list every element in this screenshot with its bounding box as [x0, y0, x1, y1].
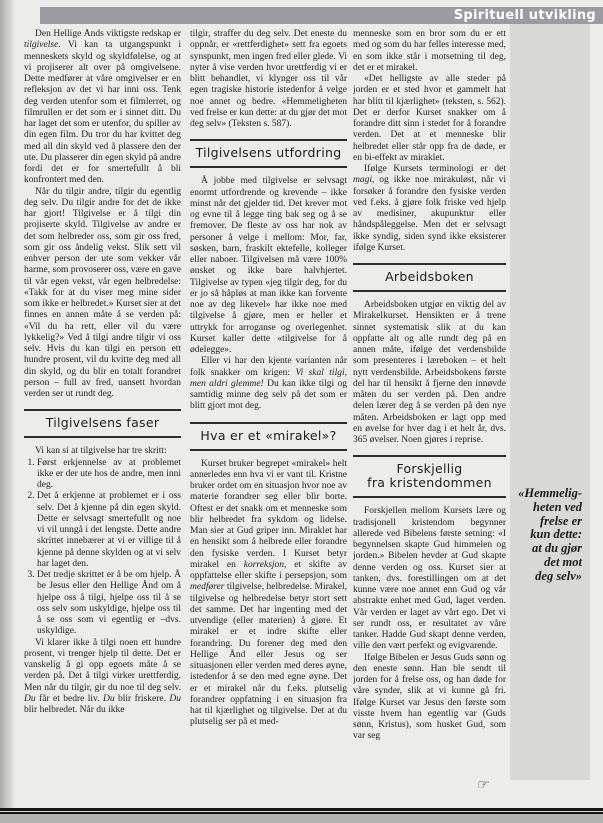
section-heading-line: Forskjellig [396, 461, 463, 477]
paragraph: Å jobbe med tilgivelse er selvsagt enormt utfordrende og krevende – ikke minst når det gjelder tid. Det krever mot og evne til å legge ting bak seg og å se fremover. De fleste av oss har nok av personer å velge i mellom: Mor, far, søsken, barn, fraskilt ektefelle, kolleger eller naboer. Tilgivelsen må være 100% ønsket og ikke bare halvhjertet. Tilgivelse av typen «jeg tilgir deg, for du er jo så håpløs at man ikke kan forvente noe av deg likevel» har ikke noe med tilgivelse å gjøre, men er heller et uttrykk for arroganse og overlegenhet. Kurset kaller dette «tilgivelse for å ødelegge». [190, 176, 347, 355]
page-title: Spirituell utvikling [453, 8, 596, 23]
pull-quote-line: deg selv» [535, 568, 582, 583]
pull-quote-line: at du gjør [531, 541, 582, 556]
pull-quote-line: det mot [544, 554, 582, 569]
paragraph: Ifølge Kursets terminologi er det magi, og ikke noe mirakuløst, når vi forsøker å forandre den fysiske verden ved f.eks. å gjøre folk friske ved hjelp av medisiner, akupunktur eller håndspåleggelse. Men det er selvsagt ikke syndig, siden synd ikke eksisterer ifølge Kurset. [353, 164, 506, 253]
pull-quote-line: heten ved [533, 499, 582, 514]
section-heading-hva-er-et-mirakel [190, 422, 347, 451]
right-margin-strip [510, 24, 590, 780]
paragraph: Vi kan si at tilgivelse har tre skritt: [35, 446, 167, 457]
paragraph: Vi klarer ikke å tilgi noen ett hundre prosent, vi trenger hjelp til dette. Det er vanskelig å gi opp egoets måte å se verden på. Det å tilgi virker urettferdig. Men når du tilgir, gir du noe til deg selv. Du får et bedre liv. Du blir friskere. Du blir helbredet. Når du ikke [24, 637, 181, 715]
section-heading-label: Hva er et «mirakel»? [200, 427, 337, 443]
page-edge-band [0, 814, 603, 823]
list-item: 2. Det å erkjenne at problemet er i oss selv. Det å kjenne på din egen skyld. Dette er selvsagt smertefullt og noe vi vil unngå i det lengste. Dette andre skrittet innebærer at vi er villige til å kjenne på denne skylden og at vi selv har laget den. [37, 491, 181, 570]
section-heading-forskjellig-fra-kristendommen [353, 455, 506, 498]
list-item: 1. Først erkjennelse av at problemet ikke er der ute hos de andre, men inni deg. [37, 458, 181, 492]
paragraph: Arbeidsboken utgjør en viktig del av Mirakelkurset. Hensikten er å trene sinnet systematisk slik at du kan oppfatte alt og alle rundt deg på en annen måte, ifølge det verdensbilde som presenteres i læreboken – et helt nytt verdensbilde. Arbeidsbokens første del har til hensikt å fjerne den innøvde måten du ser verden på. Den andre delen lærer deg å se verden på den nye måten. Arbeidsboken er lagt opp med en øvelse for hver dag i et helt år, dvs. 365 øvelser. Noen gjøres i reprise. [353, 300, 506, 445]
column-middle [190, 29, 347, 815]
list-item: 3. Det tredje skrittet er å be om hjelp. Å be Jesus eller den Hellige Ånd om å hjelpe oss å tilgi, hjelpe oss til å se oss selv som uskyldige, hjelpe oss til å se oss som vi egentlig er –dvs. uskyldige. [37, 570, 181, 638]
column-right [353, 29, 506, 815]
paragraph: Når du tilgir andre, tilgir du egentlig deg selv. Du tilgir andre for det de ikke har gjort! Tilgivelse er å tilgi din projiserte skyld. Tilgivelse av andre er det som helbreder oss, som gir oss fred, som gir oss åndelig vekst. Slik sett vil enhver person der ute som vekker vår harme, som provoserer oss, være en gave til vår egen vekst, vår egen helbredelse: «Takk for at du viser meg mine sider som ikke er helbredet.» Kurset sier at det finnes en annen måte å se verden på: «Vil du ha rett, eller vil du være lykkelig?» Ved å tilgi andre tilgir vi oss selv. Hvis du kan tilgi en person ett hundre prosent, vil du kvitte deg med all din skyld, og du blir en totalt forandret person – full av fred, uansett hvordan verden ser ut rundt deg. [24, 186, 181, 399]
forgiveness-steps-list [24, 458, 181, 638]
paragraph: tilgir, straffer du deg selv. Det eneste du oppnår, er «rettferdighet» sett fra egoets synspunkt, men ingen fred eller glede. Vi nyter å vise verden hvor urettferdig vi er blitt behandlet, vi klynger oss til vår egen tragiske historie istedenfor å velge noe annet og bedre. «Hemmeligheten ved frelse er kun dette: at du gjør det mot deg selv» (Teksten s. 587). [190, 29, 347, 129]
paragraph: Eller vi har den kjente varianten når folk snakker om krigen: Vi skal tilgi, men aldri glemme! Du kan ikke tilgi og samtidig minne deg selv på det som er blitt gjort mot deg. [190, 356, 347, 412]
section-heading-label: Tilgivelsens faser [45, 415, 160, 431]
paragraph: Forskjellen mellom Kursets lære og tradisjonell kristendom begynner allerede ved Bibelens første setning: «I begynnelsen skapte Gud himmelen og jorden.» Bibelen hevder at Gud skapte denne verden og oss. Kurset sier at tanken, dvs. forestillingen om at det kunne være noe annet enn Gud og vår abstrakte enhet med Gud, laget verden. Vår verden er laget av vårt ego. Det vi ser rundt oss, er resultatet av våre tanker. Hadde Gud skapt denne verden, ville den vært perfekt og evigvarende. [353, 506, 506, 652]
section-heading-arbeidsboken [353, 263, 506, 292]
pull-quote [494, 487, 582, 584]
scan-left-shadow [0, 0, 16, 823]
column-left [24, 29, 181, 815]
paragraph: Kurset bruker begrepet «mirakel» helt annerledes enn hva vi er vant til. Kristne bruker ordet om en situasjon hvor noe av materie forandrer seg eller blir borte. Oftest er det snakk om et menneske som blir helbredet fra sykdom og lidelse. Man sier at Gud griper inn. Miraklet har en hensikt som å helbrede eller forandre den fysiske verden. I Kurset betyr mirakel en korreksjon, et skifte av oppfattelse eller skifte i persepsjon, som medfører tilgivelse, helbredelse. Mirakel, tilgivelse og helbredelse betyr stort sett det samme. Det har ingenting med det utvendige (eller materien) å gjøre. Et mirakel er et indre skifte eller forandring. Du forener deg med den Hellige Ånd eller Jesus og ser situasjonen eller verden med deres øyne, istedenfor å se den med egne øyne. Det er et mirakel når du f.eks. plutselig forandrer oppfatning i en situasjon fra hat til kjærlighet og tilgivelse. Det at du plutselig ser på et med- [190, 458, 347, 728]
pull-quote-line: frelse er [540, 513, 582, 528]
section-heading-label: Arbeidsboken [385, 269, 474, 284]
paragraph: menneske som en bror som du er ett med og som du har felles interesse med, en som ikke står i motsetning til deg, det er et mirakel. [353, 29, 506, 73]
pull-quote-line: kun dette: [530, 527, 582, 542]
section-heading-label: Tilgivelsens utfordring [195, 145, 342, 161]
section-heading-tilgivelsens-utfordring [190, 139, 347, 168]
paragraph: «Det helligste av alle steder på jorden er et sted hvor et gammelt hat har blitt til kjærlighet» (teksten, s. 562). Det er derfor Kurset snakker om å forandre ditt sinn i stedet for å forandre verden. Det at et menneske blir helbredet eller står opp fra de døde, er en bi-effekt av miraklet. [353, 74, 506, 163]
header-bar [40, 7, 603, 24]
pull-quote-line: «Hemmelig- [518, 486, 582, 500]
paragraph: Den Hellige Ånds viktigste redskap er tilgivelse. Vi kan ta utgangspunkt i menneskets skyld og skyldfølelse, og at vi projiserer alt over på omgivelsene. Dette medfører at våre omgivelser er en refleksjon av det vi har inni oss. Tenk deg verden utenfor som et filmlerret, og filmrullen er det som er i sinnet ditt. Du har laget det som er utenfor, du spiller av din egen film. Du tror du har kvittet deg med all din skyld ved å plassere den der ute. Du plasserer din egen skyld på andre fordi det er for smertefullt å bli konfrontert med den. [24, 29, 181, 186]
section-heading-line: fra kristendommen [367, 475, 492, 491]
pointing-hand-icon: ☞ [475, 777, 492, 793]
section-heading-tilgivelsens-faser [24, 409, 181, 438]
paragraph: Ifølge Bibelen er Jesus Guds sønn og den eneste sønn. Han ble sendt til jorden for å frelse oss, og han døde for våre synder, slik at vi kunne gå fri. Ifølge Kurset var Jesus den første som visste hvem han egentlig var (Guds sønn, Kristus), som husket Gud, som var seg [353, 652, 506, 742]
